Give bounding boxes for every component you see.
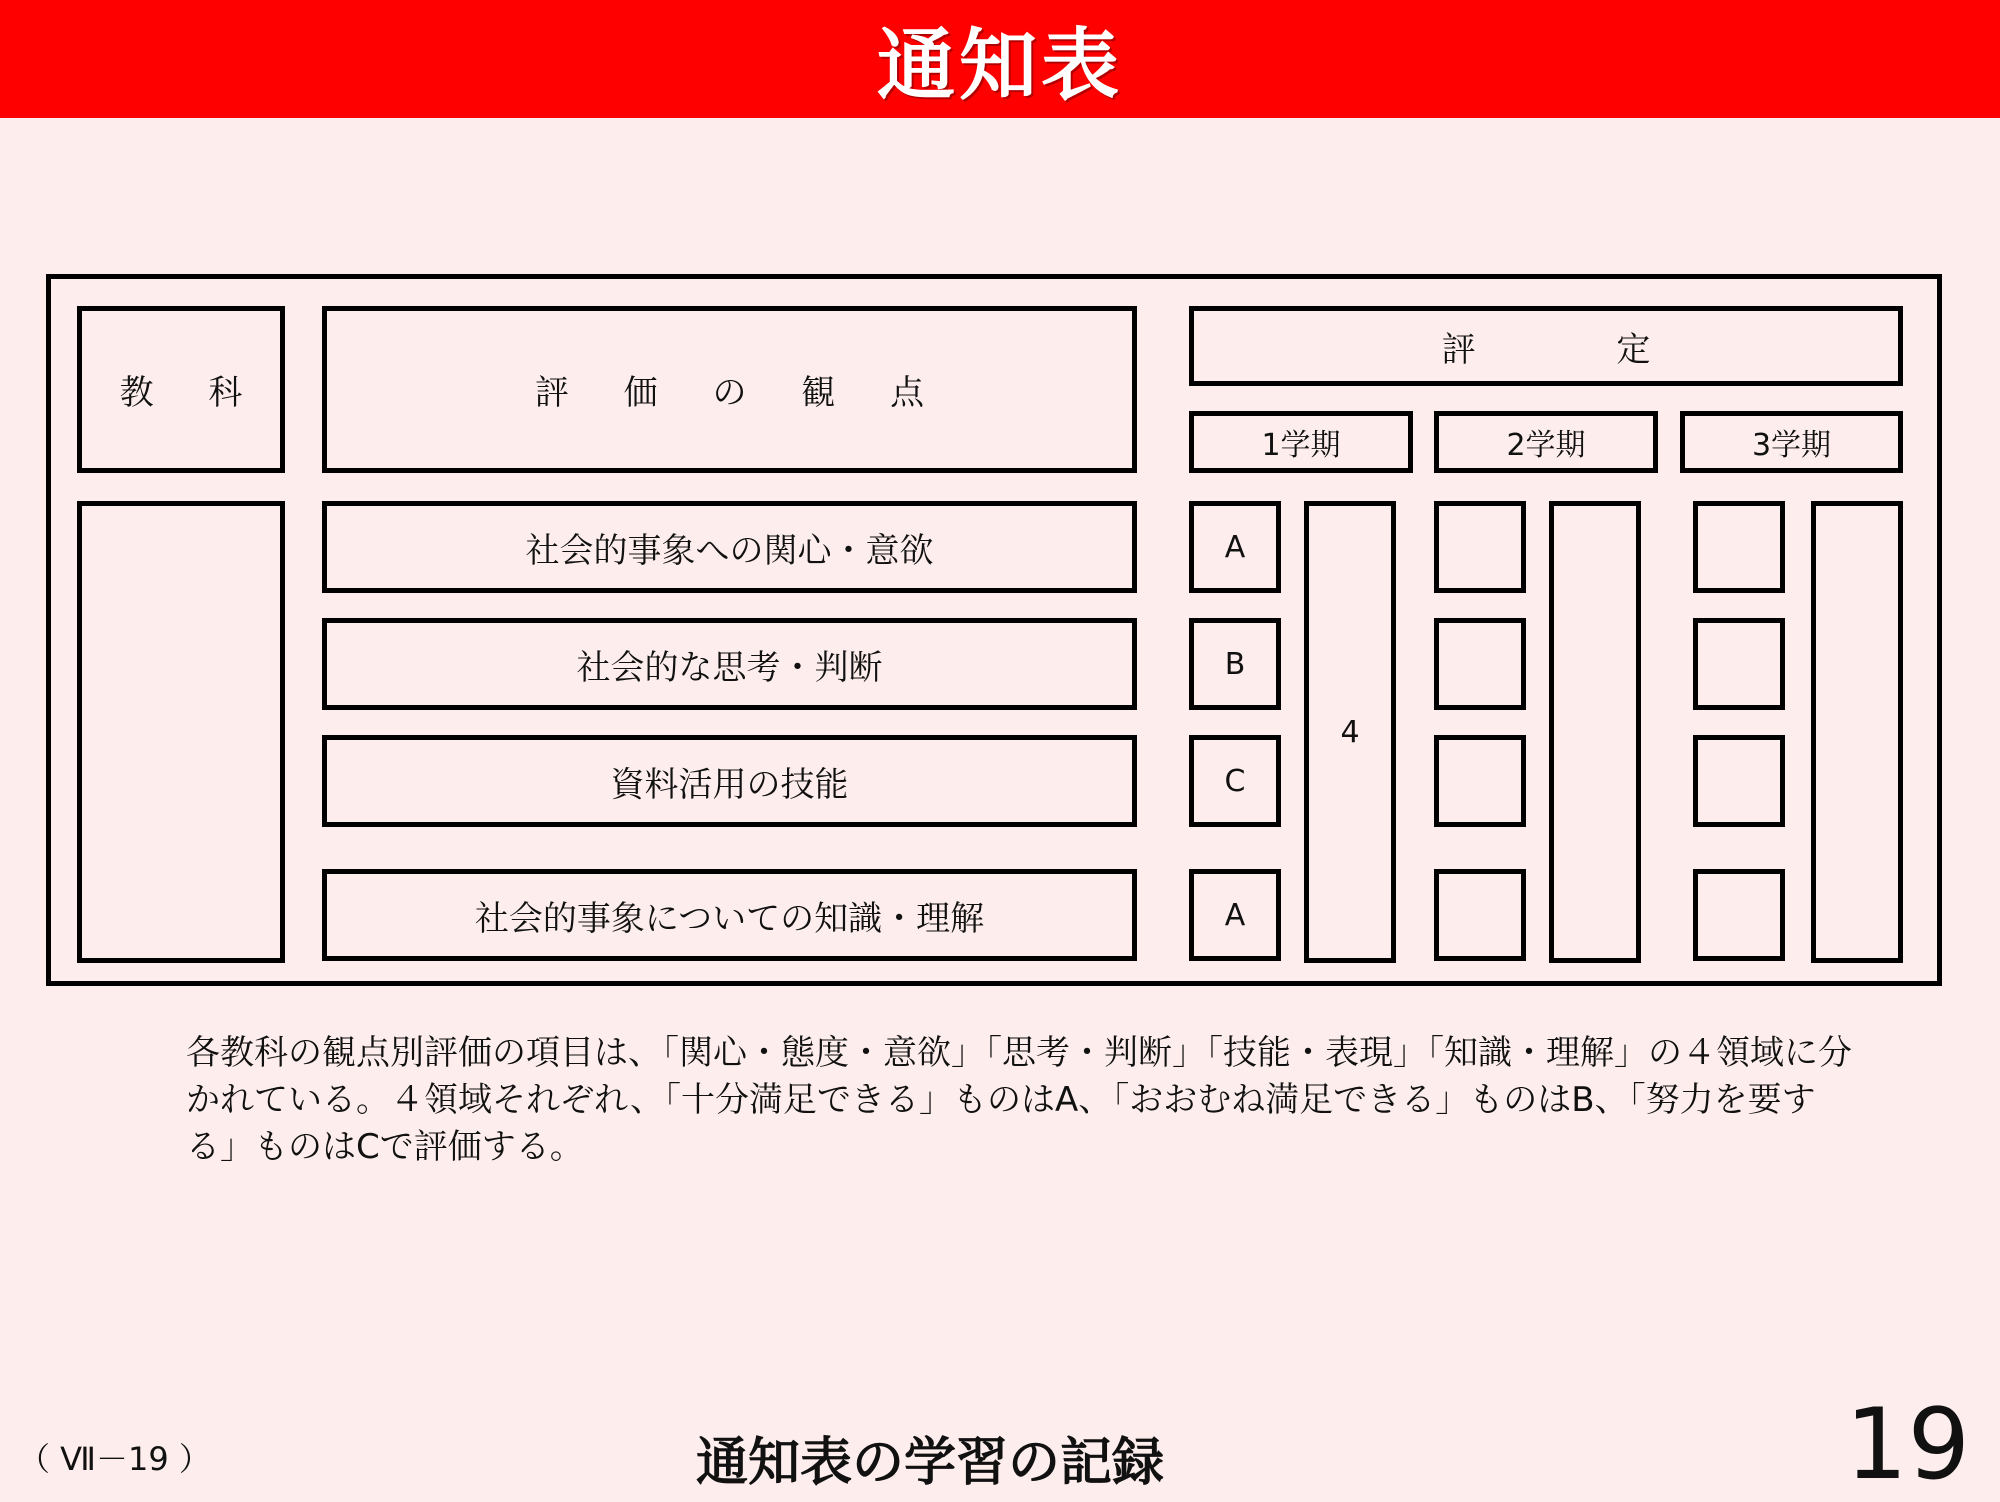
report-card-table [46, 274, 1942, 986]
term1-mark: A [1189, 501, 1281, 593]
page-title: 通知表 [876, 21, 1123, 111]
viewpoint-row: 社会的事象への関心・意欲 [322, 501, 1137, 593]
term2-mark [1434, 735, 1526, 827]
section-number: （ Ⅶ－19 ） [18, 1440, 211, 1478]
rating-header: 評 定 [1189, 306, 1903, 386]
viewpoint-row: 社会的な思考・判断 [322, 618, 1137, 710]
viewpoint-header: 評 価 の 観 点 [322, 306, 1137, 473]
term-header-1: 1学期 [1189, 411, 1413, 473]
term-header-2: 2学期 [1434, 411, 1658, 473]
term3-mark [1693, 735, 1785, 827]
description-text: 各教科の観点別評価の項目は、「関心・態度・意欲」「思考・判断」「技能・表現」「知識・理解」の４領域に分かれている。４領域それぞれ、「十分満足できる」ものはA、「おおむね満足できる」ものはB、「努力を要する」ものはCで評価する。 [186, 1033, 1852, 1167]
term2-overall [1549, 501, 1641, 963]
footer-title: 通知表の学習の記録 [695, 1433, 1164, 1493]
term1-mark: A [1189, 869, 1281, 961]
term3-mark [1693, 618, 1785, 710]
term3-mark [1693, 501, 1785, 593]
term-header-3: 3学期 [1680, 411, 1903, 473]
viewpoint-row: 社会的事象についての知識・理解 [322, 869, 1137, 961]
term3-mark [1693, 869, 1785, 961]
term1-mark: B [1189, 618, 1281, 710]
subject-header: 教 科 [77, 306, 285, 473]
term2-mark [1434, 501, 1526, 593]
subject-cell [77, 501, 285, 963]
term3-overall [1811, 501, 1903, 963]
title-banner [0, 0, 2000, 118]
page-number: 19 [1845, 1388, 1970, 1502]
term1-mark: C [1189, 735, 1281, 827]
viewpoint-row: 資料活用の技能 [322, 735, 1137, 827]
term2-mark [1434, 618, 1526, 710]
term2-mark [1434, 869, 1526, 961]
term1-overall: 4 [1304, 501, 1396, 963]
